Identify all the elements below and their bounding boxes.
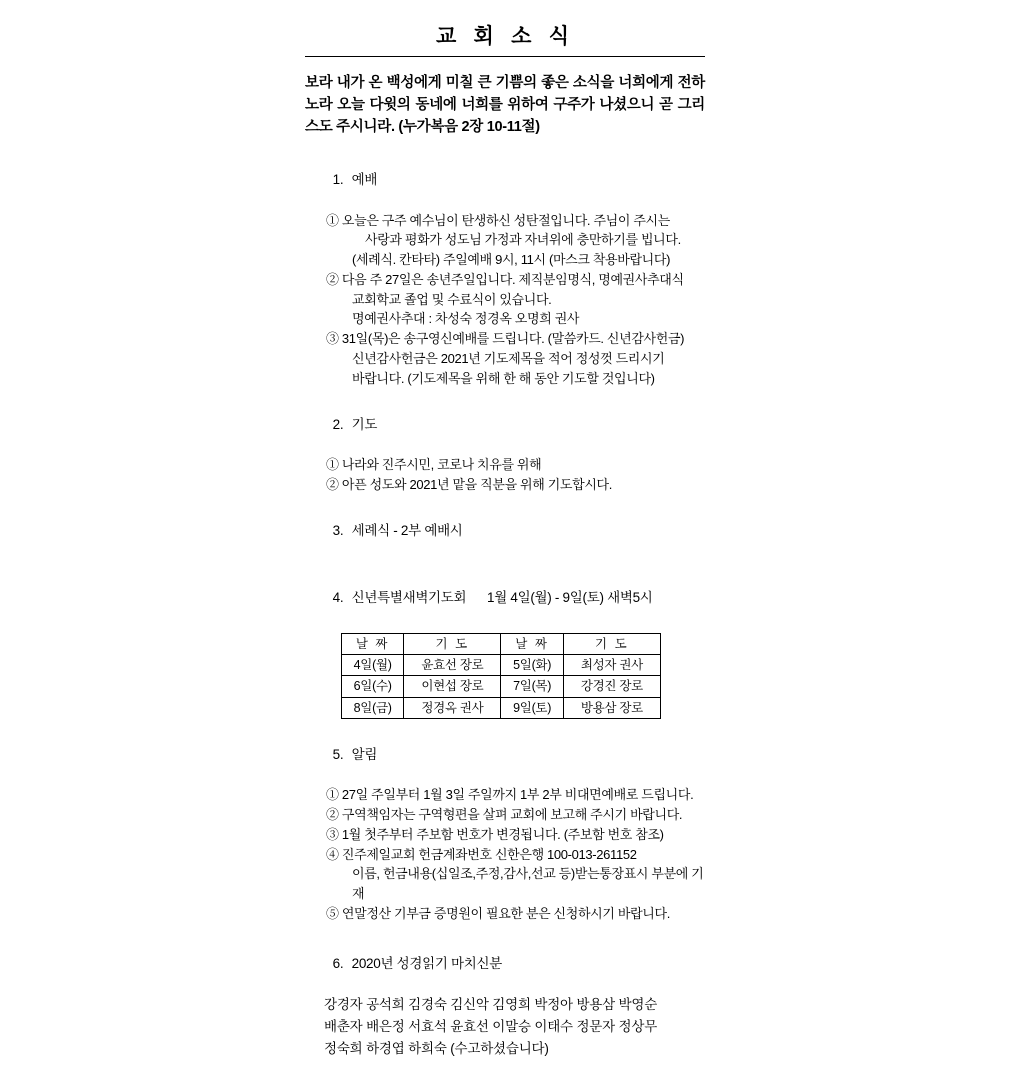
table-cell: 이현섭 장로 <box>404 676 501 697</box>
table-row <box>342 676 661 697</box>
table-row <box>342 697 661 718</box>
reader-names <box>324 994 705 1059</box>
item-text: 신년감사헌금은 2021년 기도제목을 적어 정성껏 드리시기 <box>352 350 665 366</box>
scripture-verse: 보라 내가 온 백성에게 미칠 큰 기쁨의 좋은 소식을 너희에게 전하노라 오늘 다윗의 동네에 너희를 위하여 구주가 나셨으니 곧 그리스도 주시니라. (누가복음 2장 10-11절) <box>305 74 705 136</box>
column-header: 기 도 <box>563 634 660 655</box>
reader-names-line: 강경자 공석희 김경숙 김신악 김영희 박정아 방용삼 박영순 <box>324 997 658 1013</box>
item-text: 연말정산 기부금 증명원이 필요한 분은 신청하시기 바랍니다. <box>341 905 670 921</box>
item-text: 명예권사추대 : 차성숙 정경옥 오명희 권사 <box>352 311 580 327</box>
item-marker: ② <box>326 271 339 287</box>
item-text: 진주제일교회 헌금계좌번호 신한은행 100-013-261152 <box>341 846 637 862</box>
item-text: 27일 주일부터 1월 3일 주일까지 1부 2부 비대면예배로 드립니다. <box>341 787 694 803</box>
list-item <box>317 805 705 825</box>
column-header: 날 짜 <box>501 634 563 655</box>
section-heading <box>305 394 705 455</box>
item-marker: ④ <box>326 846 339 862</box>
table-row <box>342 655 661 676</box>
item-text: 사랑과 평화가 성도님 가정과 자녀위에 충만하기를 빕니다. <box>365 232 681 248</box>
table-cell: 6일(수) <box>342 676 404 697</box>
item-text: 아픈 성도와 2021년 맡을 직분을 위해 기도합시다. <box>341 476 613 492</box>
section-number: 2. <box>332 416 344 432</box>
table-cell: 9일(토) <box>501 697 563 718</box>
item-marker: ② <box>326 807 339 823</box>
list-item <box>317 825 705 845</box>
list-item <box>317 270 705 329</box>
item-text: 바랍니다. (기도제목을 위해 한 해 동안 기도할 것입니다) <box>352 370 655 386</box>
item-text: 오늘은 구주 예수님이 탄생하신 성탄절입니다. 주님이 주시는 <box>341 212 670 228</box>
item-marker: ① <box>326 787 339 803</box>
section-heading <box>305 501 705 562</box>
item-text: 나라와 진주시민, 코로나 치유를 위해 <box>341 457 542 473</box>
section-number: 4. <box>332 589 344 605</box>
item-marker: ① <box>326 457 339 473</box>
section-title: 기도 <box>351 416 378 432</box>
item-text: 교회학교 졸업 및 수료식이 있습니다. <box>352 291 552 307</box>
section-number: 5. <box>332 746 344 762</box>
list-item <box>317 329 705 388</box>
section-worship <box>305 150 705 389</box>
list-item <box>317 785 705 805</box>
section-number: 1. <box>332 172 344 188</box>
item-marker: ① <box>326 212 339 228</box>
list-item <box>317 455 705 475</box>
list-item <box>317 845 705 904</box>
section-heading <box>305 567 705 628</box>
item-marker: ③ <box>326 331 339 347</box>
item-text: (세례식. 칸타타) 주일예배 9시, 11시 (마스크 착용바랍니다) <box>352 252 671 268</box>
section-items <box>305 785 705 923</box>
table-cell: 7일(목) <box>501 676 563 697</box>
item-text: 다음 주 27일은 송년주일입니다. 제직분임명식, 명예권사추대식 <box>341 271 684 287</box>
table-cell: 정경옥 권사 <box>404 697 501 718</box>
list-item <box>317 904 705 924</box>
table-cell: 강경진 장로 <box>563 676 660 697</box>
section-title: 알림 <box>351 746 378 762</box>
section-prayer <box>305 394 705 494</box>
table-header-row <box>342 634 661 655</box>
section-number: 6. <box>332 955 344 971</box>
section-title: 세례식 - 2부 예배시 <box>351 522 463 538</box>
section-dawn-prayer <box>305 567 705 718</box>
section-heading <box>305 725 705 786</box>
section-announcements <box>305 725 705 924</box>
table-cell: 윤효선 장로 <box>404 655 501 676</box>
table-cell: 8일(금) <box>342 697 404 718</box>
item-text: 이름, 헌금내용(십일조,주정,감사,선교 등)받는통장표시 부분에 기재 <box>352 866 704 902</box>
item-text: 구역책임자는 구역형편을 살펴 교회에 보고해 주시기 바랍니다. <box>341 807 683 823</box>
list-item <box>317 475 705 495</box>
section-number: 3. <box>332 522 344 538</box>
table-cell: 최성자 권사 <box>563 655 660 676</box>
item-marker: ⑤ <box>326 905 339 921</box>
reader-names-line: 배춘자 배은정 서효석 윤효선 이말승 이태수 정문자 정상무 <box>324 1019 658 1034</box>
section-heading <box>305 150 705 211</box>
item-text: 31일(목)은 송구영신예배를 드립니다. (말씀카드. 신년감사헌금) <box>341 331 685 347</box>
item-marker: ② <box>326 476 339 492</box>
title-divider <box>305 56 705 57</box>
section-items <box>305 455 705 495</box>
prayer-schedule-table <box>341 633 661 719</box>
section-title: 예배 <box>351 172 378 188</box>
table-cell: 방용삼 장로 <box>563 697 660 718</box>
bulletin-sheet <box>305 20 705 1065</box>
reader-names-line: 정숙희 하경엽 하희숙 (수고하셨습니다) <box>324 1040 549 1056</box>
table-cell: 4일(월) <box>342 655 404 676</box>
section-heading <box>305 934 705 995</box>
section-title: 2020년 성경읽기 마치신분 <box>351 955 503 971</box>
item-marker: ③ <box>326 826 339 842</box>
section-bible-readers <box>305 934 705 1060</box>
table-cell: 5일(화) <box>501 655 563 676</box>
section-items <box>305 211 705 389</box>
column-header: 날 짜 <box>342 634 404 655</box>
section-title: 신년특별새벽기도회 1월 4일(월) - 9일(토) 새벽5시 <box>351 589 653 605</box>
item-text: 1월 첫주부터 주보함 번호가 변경됩니다. (주보함 번호 참조) <box>341 826 664 842</box>
list-item <box>317 211 705 270</box>
page-title: 교 회 소 식 <box>435 24 575 48</box>
column-header: 기 도 <box>404 634 501 655</box>
section-baptism <box>305 501 705 562</box>
